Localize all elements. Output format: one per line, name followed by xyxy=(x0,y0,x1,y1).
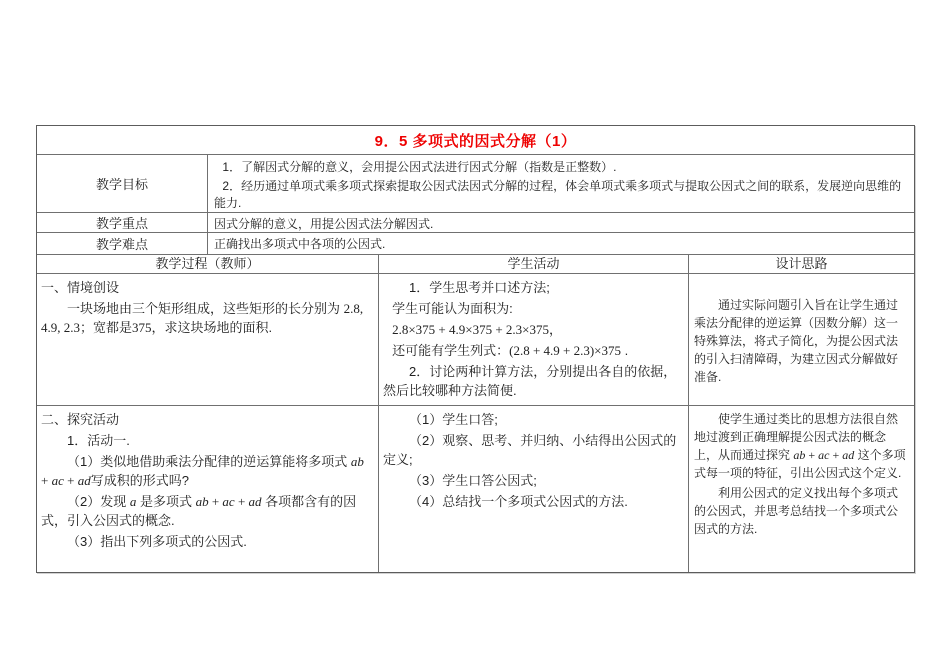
paragraph xyxy=(383,299,684,318)
paragraph xyxy=(383,320,684,339)
math-expression: + xyxy=(805,448,819,462)
paragraph xyxy=(694,296,909,386)
section1-design-cell xyxy=(688,274,914,405)
math-variable: ab xyxy=(350,454,364,469)
paragraph xyxy=(214,178,908,212)
math-variable: ad xyxy=(77,473,91,488)
section2-teacher-cell xyxy=(37,406,378,572)
paragraph xyxy=(694,410,909,482)
math-variable: ac xyxy=(222,494,235,509)
text-run: （4）总结找一个多项式公因式的方法. xyxy=(409,494,628,509)
text-run: （2）发现 xyxy=(67,494,130,509)
math-variable: ad xyxy=(842,448,855,462)
text-run: 因式分解的意义，用提公因式法分解因式. xyxy=(214,217,434,231)
text-run: 使学生通过类比的思想方法很自然地过渡到正确理解提公因式法的概念上，从而通过探究 xyxy=(694,412,899,462)
paragraph xyxy=(41,431,374,450)
text-run: （3）指出下列多项式的公因式. xyxy=(67,534,247,549)
paragraph xyxy=(383,341,684,360)
math-expression: + xyxy=(829,448,843,462)
section2-design-cell xyxy=(688,406,914,572)
text-run: 2．讨论两种计算方法，分别提出各自的依据，然后比较哪种方法简便. xyxy=(383,364,677,398)
teaching-goal-label: 教学目标 xyxy=(95,177,148,192)
text-run: ，求这块场地的面积. xyxy=(151,320,273,335)
key-point-content xyxy=(207,213,914,232)
paragraph xyxy=(214,216,908,232)
math-expression: + xyxy=(208,494,223,509)
text-run: ， xyxy=(549,322,563,337)
text-run: 1．活动一. xyxy=(67,433,130,448)
math-expression: + xyxy=(63,473,78,488)
section2-student-cell xyxy=(378,406,688,572)
text-run: 学生可能认为面积为: xyxy=(392,301,513,316)
text-run: 一、情境创设 xyxy=(41,280,120,295)
section-exploration-row xyxy=(37,405,914,572)
text-run: 利用公因式的定义找出每个多项式的公因式，并思考总结找一个多项式公因式的方法. xyxy=(694,486,899,536)
math-variable: ab xyxy=(793,448,806,462)
paragraph xyxy=(694,484,909,538)
math-variable: ac xyxy=(818,448,830,462)
header-teacher-process: 教学过程（教师） xyxy=(155,256,260,271)
math-variable: ac xyxy=(51,473,64,488)
header-student-activity: 学生活动 xyxy=(378,255,688,273)
paragraph xyxy=(214,159,908,176)
text-run: . xyxy=(621,343,629,358)
math-expression: + xyxy=(234,494,249,509)
text-run: 这个多项式每一项的特征，引出公因式这个定义. xyxy=(694,448,906,480)
key-point-row xyxy=(37,212,914,232)
math-variable: ab xyxy=(195,494,209,509)
paragraph xyxy=(41,410,374,429)
difficulty-content xyxy=(207,233,914,254)
text-run: 二、探究活动 xyxy=(41,412,120,427)
math-expression: 2.8×375 + 4.9×375 + 2.3×375 xyxy=(392,322,550,337)
text-run: 还可能有学生列式： xyxy=(392,343,510,358)
text-run: 正确找出多项式中各项的公因式. xyxy=(214,237,386,251)
teaching-goal-row xyxy=(37,154,914,212)
text-run: （3）学生口答公因式; xyxy=(409,473,537,488)
paragraph xyxy=(383,471,684,490)
paragraph xyxy=(41,278,374,297)
text-run: 1．学生思考并口述方法; xyxy=(409,280,550,295)
process-header-row xyxy=(37,254,914,273)
text-run: 通过实际问题引入旨在让学生通过乘法分配律的逆运算（因数分解）这一特殊算法，将式子简化，为提公因式法的引入扫清障碍，为建立因式分解做好准备. xyxy=(694,297,899,384)
difficulty-row xyxy=(37,232,914,254)
text-run: ；宽都是 xyxy=(80,320,133,335)
paragraph xyxy=(383,278,684,297)
difficulty-label: 教学难点 xyxy=(95,237,148,252)
math-expression: (2.8 + 4.9 + 2.3)×375 xyxy=(509,343,622,358)
header-design-idea: 设计思路 xyxy=(688,255,914,273)
text-run: 各项都含有的因式，引入公因式的概念. xyxy=(41,494,357,528)
section-situation-row xyxy=(37,273,914,405)
text-run: 是多项式 xyxy=(136,494,196,509)
paragraph xyxy=(41,492,374,530)
paragraph xyxy=(41,299,374,337)
math-variable: a xyxy=(129,494,137,509)
text-run: 2．经历通过单项式乘多项式探索提取公因式法因式分解的过程，体会单项式乘多项式与提取公因式之间的联系，发展逆向思维的能力. xyxy=(214,179,902,210)
paragraph xyxy=(383,492,684,511)
text-run: （2）观察、思考、并归纳、小结得出公因式的定义; xyxy=(383,433,677,467)
math-expression: + xyxy=(41,473,52,488)
text-run: 一块场地由三个矩形组成，这些矩形的长分别为 xyxy=(67,301,344,316)
paragraph xyxy=(41,532,374,551)
title-row xyxy=(37,126,914,154)
text-run: （1）类似地借助乘法分配律的逆运算能将多项式 xyxy=(67,454,351,469)
section1-teacher-cell xyxy=(37,274,378,405)
paragraph xyxy=(214,236,908,253)
math-variable: ad xyxy=(248,494,262,509)
lesson-plan-table xyxy=(36,125,915,573)
text-run: 1．了解因式分解的意义，会用提公因式法进行因式分解（指数是正整数）. xyxy=(222,160,617,174)
text-run: 写成积的形式吗? xyxy=(90,473,189,488)
key-point-label: 教学重点 xyxy=(95,216,148,231)
text-run: （1）学生口答; xyxy=(409,412,498,427)
paragraph xyxy=(383,362,684,400)
page-title: 9．5 多项式的因式分解（1） xyxy=(374,132,577,150)
paragraph xyxy=(383,431,684,469)
paragraph xyxy=(383,410,684,429)
paragraph xyxy=(41,452,374,490)
teaching-goal-content xyxy=(207,155,914,212)
section1-student-cell xyxy=(378,274,688,405)
math-expression: 375 xyxy=(132,320,152,335)
math-expression: 2.8, 4.9, 2.3 xyxy=(41,301,364,335)
